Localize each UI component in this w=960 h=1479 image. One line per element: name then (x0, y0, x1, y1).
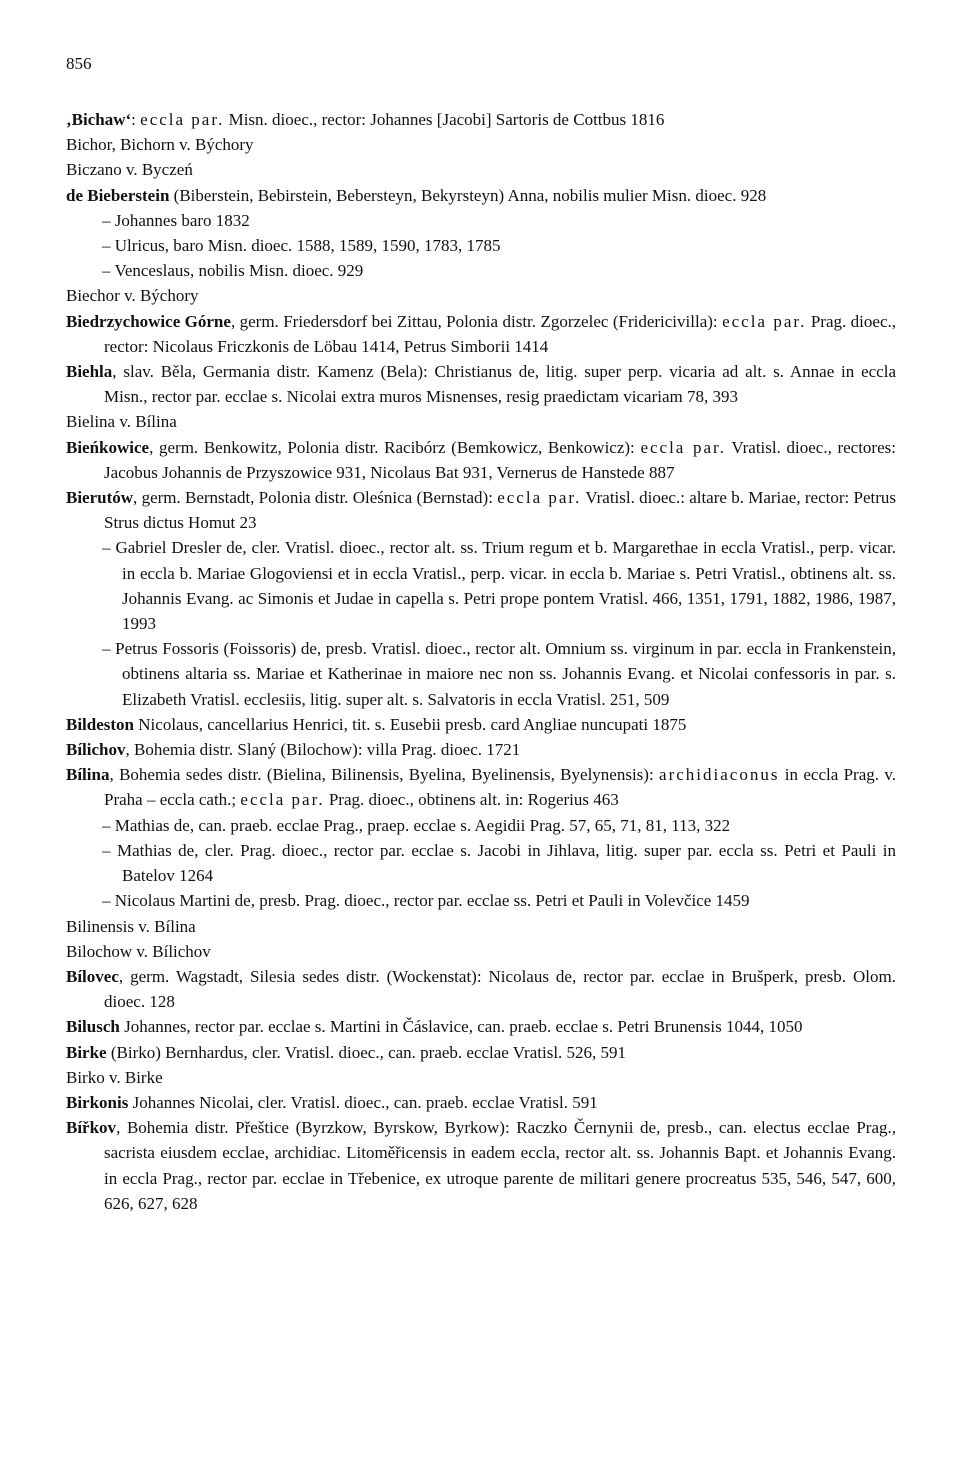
entry-text: Biechor v. Býchory (66, 286, 199, 306)
index-entry (66, 107, 896, 132)
entry-text: Johannes Nicolai, cler. Vratisl. dioec., can. praeb. ecclae Vratisl. 591 (128, 1092, 598, 1112)
entry-text: Nicolaus, cancellarius Henrici, tit. s. Eusebii presb. card Angliae nuncupati 1875 (134, 714, 687, 734)
spaced-term: eccla par. (140, 110, 225, 129)
index-entry (66, 485, 896, 535)
entry-text: Johannes, rector par. ecclae s. Martini in Čáslavice, can. praeb. ecclae s. Petri Brunensis 1044, 1050 (119, 1017, 803, 1037)
index-entry (66, 939, 896, 964)
index-entry (66, 183, 896, 208)
entry-headword: Bílichov (66, 740, 126, 760)
entry-text: (Birko) Bernhardus, cler. Vratisl. dioec., can. praeb. ecclae Vratisl. 526, 591 (106, 1042, 627, 1062)
entry-text: Vratisl. dioec., rectores: Jacobus Johannis de Przyszowice 931, Nicolaus Bat 931, Vernerus de Hanstede 887 (104, 437, 896, 482)
spaced-term: eccla par. (240, 790, 325, 810)
index-subentry (66, 813, 896, 838)
index-entry (66, 1014, 896, 1039)
index-subentry (66, 838, 896, 888)
index-subentry (66, 208, 896, 233)
index-subentry (66, 888, 896, 913)
index-entry (66, 914, 896, 939)
index-subentry (66, 636, 896, 712)
entry-text: Mathias de, can. praeb. ecclae Prag., praep. ecclae s. Aegidii Prag. 57, 65, 71, 81, 113, 322 (114, 815, 731, 835)
index-entry (66, 762, 896, 812)
entry-text: Prag. dioec., rector: Nicolaus Friczkonis de Löbau 1414, Petrus Simborii 1414 (104, 311, 896, 356)
entry-headword: Biehla (66, 362, 113, 382)
entry-text: Misn. dioec., rector: Johannes [Jacobi] Sartoris de Cottbus 1816 (224, 110, 665, 129)
entry-text: Gabriel Dresler de, cler. Vratisl. dioec., rector alt. ss. Trium regum et b. Margarethae in eccla Vratisl., perp. vicar. in eccla b. Mariae Glogoviensi et in eccla Vratisl., perp. vicar. in eccla b. Mariae s. Petri Vratisl., obtinens alt. ss. Johannis Evang. ac Simonis et Judae in capella s. Petri prope pontem Vratisl. 466, 1351, 1791, 1882, 1986, 1987, 1993 (115, 538, 896, 634)
entry-text: , Bohemia distr. Přeštice (Byrzkow, Byrskow, Byrkow): Raczko Černynii de, presb., can. electus ecclae Prag., sacrista eiusdem ecclae, archidiac. Litoměřicensis in eadem eccla, rector alt. ss. Johannis Bapt. et Johannis Evang. in eccla Prag., rector par. ecclae in Třebenice, ex utroque parente de militari genere procreatus 535, 546, 547, 600, 626, 627, 628 (104, 1118, 896, 1213)
index-entry (66, 1065, 896, 1090)
index-entry (66, 964, 896, 1014)
index-entry (66, 359, 896, 409)
entry-text: , Bohemia sedes distr. (Bielina, Bilinensis, Byelina, Byelinensis, Byelynensis): (109, 765, 660, 785)
entry-text: Ulricus, baro Misn. dioec. 1588, 1589, 1590, 1783, 1785 (114, 236, 501, 256)
entry-headword: Bildeston (66, 714, 135, 734)
entry-text: in eccla Prag. v. Praha – eccla cath.; (104, 765, 897, 810)
entry-headword: Biedrzychowice Górne (66, 311, 231, 331)
spaced-term: eccla par. (640, 437, 727, 457)
entry-headword: Birkonis (66, 1092, 129, 1112)
index-subentry (66, 535, 896, 636)
entry-headword: ‚Bichaw‘ (66, 110, 132, 129)
entry-text: Vratisl. dioec.: altare b. Mariae, rector: Petrus Strus dictus Homut 23 (104, 488, 897, 533)
index-entry (66, 435, 896, 485)
index-entry (66, 737, 896, 762)
entry-text: Bielina v. Bílina (66, 412, 177, 432)
entry-text: Nicolaus Martini de, presb. Prag. dioec., rector par. ecclae ss. Petri et Pauli in Volevčice 1459 (114, 891, 750, 911)
index-entry (66, 1115, 896, 1216)
entry-text: (Biberstein, Bebirstein, Bebersteyn, Bekyrsteyn) Anna, nobilis mulier Misn. dioec. 928 (169, 185, 767, 205)
index-entry (66, 1090, 896, 1115)
index-entry (66, 283, 896, 308)
entry-text: , Bohemia distr. Slaný (Bilochow): villa Prag. dioec. 1721 (125, 740, 521, 760)
entry-text: , germ. Bernstadt, Polonia distr. Oleśnica (Bernstad): (133, 488, 498, 508)
index-entry (66, 157, 896, 182)
entry-headword: Birke (66, 1042, 107, 1062)
index-entry (66, 1040, 896, 1065)
entry-headword: Bierutów (66, 488, 134, 508)
index-entry (66, 712, 896, 737)
entry-headword: Bílina (66, 765, 110, 785)
entry-headword: de Bieberstein (66, 185, 170, 205)
entry-text: Johannes baro 1832 (114, 210, 250, 230)
entry-text: : (131, 110, 141, 129)
entry-text: , germ. Benkowitz, Polonia distr. Racibórz (Bemkowicz, Benkowicz): (149, 437, 641, 457)
page-number: 856 (66, 54, 92, 73)
index-subentry (66, 233, 896, 258)
entry-text: , germ. Friedersdorf bei Zittau, Polonia distr. Zgorzelec (Fridericivilla): (230, 311, 723, 331)
entry-text: Prag. dioec., obtinens alt. in: Rogerius 463 (324, 790, 619, 810)
entry-text: Bilochow v. Bílichov (66, 941, 211, 961)
entry-text: Biczano v. Byczeń (66, 160, 193, 180)
entry-text: Petrus Fossoris (Foissoris) de, presb. Vratisl. dioec., rector alt. Omnium ss. virginum in par. eccla in Frankenstein, obtinens altaria ss. Mariae et Katherinae in maiore nec non ss. Johannis Evang. et Nicolai confessoris in par. s. Elizabeth Vratisl. ecclesiis, litig. super alt. s. Salvatoris in eccla Vratisl. 251, 509 (115, 639, 897, 709)
entry-text: , slav. Běla, Germania distr. Kamenz (Bela): Christianus de, litig. super perp. vicaria ad alt. s. Annae in eccla Misn., rector par. ecclae s. Nicolai extra muros Misnenses, resig praedictam vicariam 78, 393 (104, 362, 896, 407)
index-entries (66, 107, 896, 1216)
entry-text: Bichor, Bichorn v. Býchory (66, 135, 254, 155)
entry-text: Mathias de, cler. Prag. dioec., rector par. ecclae s. Jacobi in Jihlava, litig. super par. eccla ss. Petri et Pauli in Batelov 1264 (116, 840, 896, 886)
spaced-term: eccla par. (722, 311, 807, 331)
entry-headword: Bířkov (66, 1118, 117, 1138)
spaced-term: archidiaconus (659, 765, 780, 785)
entry-headword: Bieńkowice (66, 437, 150, 457)
spaced-term: eccla par. (497, 488, 582, 508)
index-entry (66, 409, 896, 434)
entry-headword: Bilusch (66, 1017, 120, 1037)
entry-text: , germ. Wagstadt, Silesia sedes distr. (Wockenstat): Nicolaus de, rector par. ecclae in Brušperk, presb. Olom. dioec. 128 (104, 966, 896, 1012)
entry-text: Bilinensis v. Bílina (66, 916, 196, 936)
index-entry (66, 309, 896, 359)
entry-text: Venceslaus, nobilis Misn. dioec. 929 (114, 261, 364, 281)
entry-text: Birko v. Birke (66, 1067, 163, 1087)
entry-headword: Bílovec (66, 966, 119, 986)
index-entry (66, 132, 896, 157)
index-subentry (66, 258, 896, 283)
